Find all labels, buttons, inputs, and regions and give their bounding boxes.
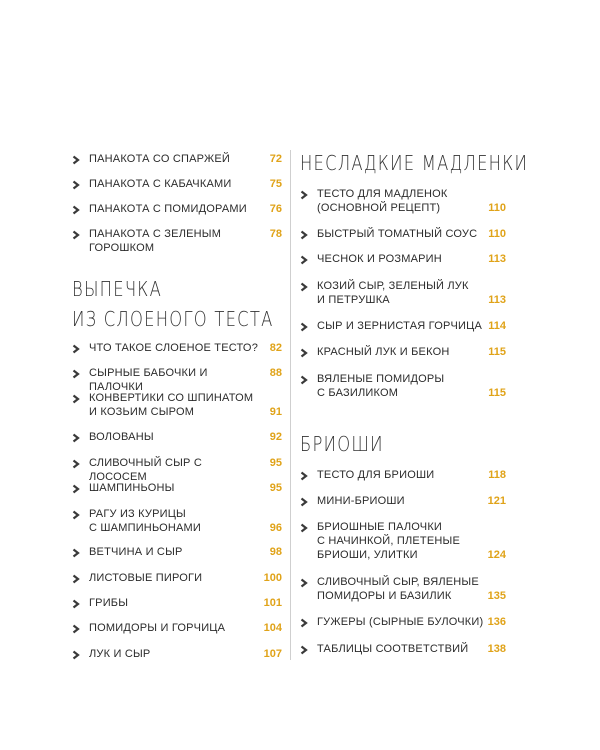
toc-entry-title: РАГУ ИЗ КУРИЦЫ С ШАМПИНЬОНАМИ <box>89 508 202 534</box>
chevron-right-icon <box>72 548 81 558</box>
chevron-right-icon <box>72 459 81 469</box>
toc-entry[interactable] <box>72 507 282 547</box>
chevron-right-icon <box>300 348 309 358</box>
toc-entry-page: 110 <box>488 228 506 240</box>
toc-entry-title: ПАНАКОТА С КАБАЧКАМИ <box>89 178 232 190</box>
toc-entry-page: 95 <box>269 482 282 494</box>
toc-entry-title: КОЗИЙ СЫР, ЗЕЛЕНЫЙ ЛУК И ПЕТРУШКА <box>317 280 469 306</box>
toc-entry-page: 107 <box>263 648 282 660</box>
toc-entry[interactable] <box>300 187 506 227</box>
toc-entry-title: СЛИВОЧНЫЙ СЫР С ЛОСОСЕМ <box>89 457 202 483</box>
toc-entry[interactable] <box>72 391 282 431</box>
chevron-right-icon <box>72 574 81 584</box>
chevron-right-icon <box>72 394 81 404</box>
toc-entry-page: 118 <box>488 469 506 481</box>
toc-entry-title: ЛИСТОВЫЕ ПИРОГИ <box>89 572 203 584</box>
toc-entry-page: 121 <box>487 495 506 507</box>
toc-entry-title: ПАНАКОТА СО СПАРЖЕЙ <box>89 153 231 165</box>
toc-entry-page: 78 <box>269 228 282 240</box>
toc-entry-page: 115 <box>488 346 506 358</box>
toc-entry-title: МИНИ-БРИОШИ <box>317 495 405 507</box>
toc-entry-page: 101 <box>263 597 282 609</box>
toc-entry-page: 115 <box>488 387 506 399</box>
toc-entry-page: 104 <box>263 622 282 634</box>
toc-entry-title: ГРИБЫ <box>89 597 129 609</box>
chevron-right-icon <box>72 230 81 240</box>
toc-entry[interactable] <box>72 647 282 677</box>
toc-entry-title: БЫСТРЫЙ ТОМАТНЫЙ СОУС <box>317 228 478 240</box>
toc-entry-title: ПАНАКОТА С ПОМИДОРАМИ <box>89 203 247 215</box>
toc-entry-page: 110 <box>488 202 506 214</box>
section-heading-savory-madeleines <box>300 148 529 178</box>
chevron-right-icon <box>300 618 309 628</box>
chevron-right-icon <box>300 578 309 588</box>
toc-entry[interactable] <box>72 227 282 257</box>
chevron-right-icon <box>300 471 309 481</box>
toc-entry-title: СЫР И ЗЕРНИСТАЯ ГОРЧИЦА <box>317 320 483 332</box>
toc-entry-title: ГУЖЕРЫ (СЫРНЫЕ БУЛОЧКИ) <box>317 616 484 628</box>
chevron-right-icon <box>72 205 81 215</box>
toc-entry[interactable] <box>300 642 506 672</box>
chevron-right-icon <box>300 497 309 507</box>
toc-entry-page: 95 <box>269 457 282 469</box>
toc-entry-page: 138 <box>487 643 506 655</box>
toc-entry-title: ЛУК И СЫР <box>89 648 151 660</box>
section-heading-line: ВЫПЕЧКА <box>72 277 163 301</box>
toc-entry-title: СЛИВОЧНЫЙ СЫР, ВЯЛЕНЫЕ ПОМИДОРЫ И БАЗИЛИК <box>317 576 479 602</box>
toc-entry-page: 100 <box>263 572 282 584</box>
chevron-right-icon <box>72 624 81 634</box>
chevron-right-icon <box>300 375 309 385</box>
chevron-right-icon <box>300 322 309 332</box>
chevron-right-icon <box>72 650 81 660</box>
chevron-right-icon <box>72 599 81 609</box>
toc-entry-title: КРАСНЫЙ ЛУК И БЕКОН <box>317 346 450 358</box>
toc-entry-page: 82 <box>269 342 282 354</box>
toc-entry-title: ТЕСТО ДЛЯ БРИОШИ <box>317 469 435 481</box>
toc-entry-page: 113 <box>488 253 506 265</box>
toc-entry-title: ВЯЛЕНЫЕ ПОМИДОРЫ С БАЗИЛИКОМ <box>317 373 445 399</box>
toc-entry-title: СЫРНЫЕ БАБОЧКИ И ПАЛОЧКИ <box>89 367 208 393</box>
section-heading-brioche <box>300 429 469 459</box>
chevron-right-icon <box>300 230 309 240</box>
chevron-right-icon <box>300 282 309 292</box>
toc-entry[interactable] <box>300 345 506 375</box>
toc-entry[interactable] <box>300 372 506 412</box>
chevron-right-icon <box>72 155 81 165</box>
column-divider <box>290 150 291 660</box>
toc-entry[interactable] <box>300 575 506 615</box>
toc-entry-page: 88 <box>269 367 282 379</box>
toc-entry-page: 72 <box>269 153 282 165</box>
toc-entry[interactable] <box>300 615 506 645</box>
toc-entry-page: 91 <box>269 406 282 418</box>
chevron-right-icon <box>72 510 81 520</box>
toc-entry-title: ПАНАКОТА С ЗЕЛЕНЫМ ГОРОШКОМ <box>89 228 222 254</box>
chevron-right-icon <box>72 344 81 354</box>
toc-entry-page: 92 <box>269 431 282 443</box>
toc-entry-page: 114 <box>488 320 506 332</box>
chevron-right-icon <box>72 433 81 443</box>
toc-entry-page: 124 <box>487 549 506 561</box>
toc-entry-page: 96 <box>269 522 282 534</box>
toc-entry-title: БРИОШНЫЕ ПАЛОЧКИ С НАЧИНКОЙ, ПЛЕТЕНЫЕ БРИОШИ, УЛИТКИ <box>317 521 460 561</box>
toc-entry-title: ТЕСТО ДЛЯ МАДЛЕНОК (ОСНОВНОЙ РЕЦЕПТ) <box>317 188 448 214</box>
section-heading-line: НЕСЛАДКИЕ МАДЛЕНКИ <box>300 151 529 175</box>
section-heading-line: БРИОШИ <box>300 432 384 456</box>
toc-entry-title: ПОМИДОРЫ И ГОРЧИЦА <box>89 622 226 634</box>
toc-entry-page: 135 <box>487 590 506 602</box>
chevron-right-icon <box>300 645 309 655</box>
chevron-right-icon <box>300 255 309 265</box>
toc-entry[interactable] <box>300 520 506 570</box>
toc-entry[interactable] <box>300 279 506 319</box>
toc-entry-title: КОНВЕРТИКИ СО ШПИНАТОМ И КОЗЬИМ СЫРОМ <box>89 392 254 418</box>
chevron-right-icon <box>72 484 81 494</box>
toc-entry-page: 113 <box>488 294 506 306</box>
toc-entry-title: ТАБЛИЦЫ СООТВЕТСТВИЙ <box>317 643 469 655</box>
chevron-right-icon <box>300 523 309 533</box>
section-heading-puff-pastry <box>72 274 274 334</box>
chevron-right-icon <box>72 180 81 190</box>
toc-entry-page: 98 <box>269 546 282 558</box>
chevron-right-icon <box>300 190 309 200</box>
toc-entry-title: ВЕТЧИНА И СЫР <box>89 546 183 558</box>
section-heading-line: ИЗ СЛОЕНОГО ТЕСТА <box>72 307 274 331</box>
toc-entry[interactable] <box>300 252 506 282</box>
toc-entry-title: ШАМПИНЬОНЫ <box>89 482 175 494</box>
toc-entry-page: 136 <box>487 616 506 628</box>
toc-entry-title: ЧЕСНОК И РОЗМАРИН <box>317 253 442 265</box>
chevron-right-icon <box>72 369 81 379</box>
toc-entry-title: ЧТО ТАКОЕ СЛОЕНОЕ ТЕСТО? <box>89 342 259 354</box>
toc-entry-page: 76 <box>269 203 282 215</box>
toc-entry-page: 75 <box>269 178 282 190</box>
toc-entry-title: ВОЛОВАНЫ <box>89 431 154 443</box>
